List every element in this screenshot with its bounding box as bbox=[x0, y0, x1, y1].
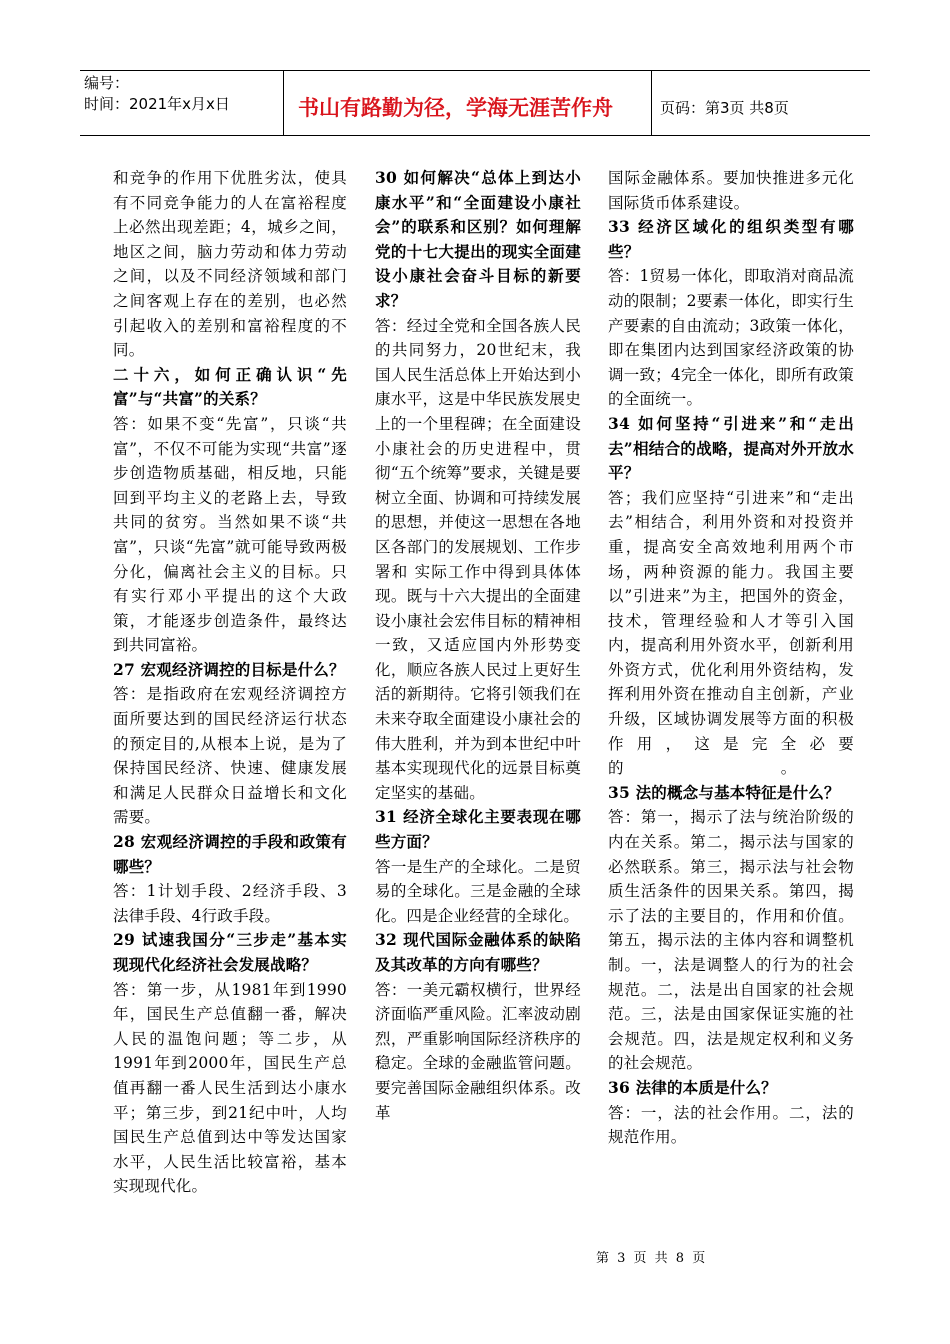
question-heading: 28 宏观经济调控的手段和政策有哪些？ bbox=[113, 832, 347, 876]
answer-paragraph: 答：第一，揭示了法与统治阶级的内在关系。第二，揭示法与国家的必然联系。第三，揭示法与社会物质生活条件的因果关系。第四，揭示了法的主要目的，作用和价值。第五，揭示法的主体内容和调整机制。一，法是调整人的行为的社会规范。二，法是出自国家的社会规范。三，法是由国家保证实施的社会规范。四，法是规定权利和义务的社会规范。 bbox=[608, 808, 854, 1073]
answer-paragraph: 答：1计划手段、2经济手段、3法律手段、4行政手段。 bbox=[113, 882, 347, 925]
answer-paragraph: 答：如果不变“先富”，只谈“共富”，不仅不可能为实现“共富”逐步创造物质基础，相反地，只能回到平均主义的老路上去，导致共同的贫穷。当然如果不谈“共富”，只谈“先富”就可能导致两极分化，偏离社会主义的目标。只有实行邓小平提出的这个大政策，才能逐步创造条件，最终达到共同富裕。 bbox=[113, 414, 347, 655]
code-label: 编号： bbox=[84, 74, 130, 92]
page-header bbox=[80, 70, 870, 136]
question-heading: 31 经济全球化主要表现在哪些方面？ bbox=[375, 807, 581, 852]
answer-paragraph: 答：第一步，从1981年到1990年，国民生产总值翻一番，解决人民的温饱问题；等二步，从1991年到2000年，国民生产总值再翻一番人民生活到达小康水平；第三步，到21纪中叶，人均国民生产总值到达中等发达国家水平，人民生活比较富裕，基本实现现代化。 bbox=[113, 980, 347, 1196]
header-page-info: 页码：第3页 共8页 bbox=[660, 98, 789, 117]
question-heading: 29 试速我国分“三步走”基本实现现代化经济社会发展战略？ bbox=[113, 930, 347, 974]
question-heading: 二十六，如何正确认识“先富”与“共富”的关系？ bbox=[113, 364, 347, 409]
text-column-3 bbox=[608, 166, 854, 1150]
answer-paragraph: 答；我们应坚持“引进来”和“走出去”相结合，利用外资和对投资并重，提高安全高效地利用两个市场，两种资源的能力。我国主要以”引进来”为主，把国外的资金，技术，管理经验和人才等引入国内，提高利用外资水平，创新利用外资方式，优化利用外资结构，发挥利用外资在推动自主创新，产业升级，区域协调发展等方面的积极作用，这是完全必要的 。 bbox=[608, 488, 854, 778]
text-column-2 bbox=[375, 166, 581, 1125]
answer-paragraph: 答：一美元霸权横行，世界经济面临严重风险。汇率波动剧烈，严重影响国际经济秩序的稳定。全球的金融监管问题。要完善国际金融组织体系。改革 bbox=[375, 980, 581, 1122]
time-label: 时间：2021年x月x日 bbox=[84, 95, 230, 113]
text-column-1 bbox=[113, 166, 347, 1199]
answer-paragraph: 答：1贸易一体化，即取消对商品流动的限制；2要素一体化，即实行生产要素的自由流动；3政策一体化，即在集团内达到国家经济政策的协调一致；4完全一体化，即所有政策的全面统一。 bbox=[608, 267, 854, 409]
question-heading: 36 法律的本质是什么？ bbox=[608, 1077, 777, 1097]
answer-paragraph: 答：是指政府在宏观经济调控方面所要达到的国民经济运行状态的预定目的,从根本上说，是为了保持国民经济、快速、健康发展和满足人民群众日益增长和文化需要。 bbox=[113, 685, 347, 827]
header-meta bbox=[80, 71, 284, 135]
question-heading: 30 如何解决“总体上到达小康水平”和“全面建设小康社会”的联系和区别？如何理解党的十七大提出的现实全面建设小康社会奋斗目标的新要求？ bbox=[375, 168, 581, 310]
question-heading: 33 经济区域化的组织类型有哪些？ bbox=[608, 217, 854, 261]
question-heading: 27 宏观经济调控的目标是什么？ bbox=[113, 659, 345, 679]
answer-paragraph: 答一是生产的全球化。二是贸易的全球化。三是金融的全球化。四是企业经营的全球化。 bbox=[375, 857, 581, 925]
question-heading: 32 现代国际金融体系的缺陷及其改革的方向有哪些？ bbox=[375, 930, 581, 974]
question-heading: 35 法的概念与基本特征是什么？ bbox=[608, 782, 840, 802]
answer-paragraph: 答：经过全党和全国各族人民的共同努力，20世纪末，我国人民生活总体上开始达到小康水平，这是中华民族发展史上的一个里程碑；在全面建设小康社会的历史进程中，贯彻“五个统筹”要求，关键是要树立全面、协调和可持续发展的思想，并使这一思想在各地区各部门的发展规划、工作步署和 实际工作中得到具体体现。既与十六大提出的全面建设小康社会宏伟目标的精神相一致，又适应国内外形势变化，顺应各族人民过上更好生活的新期待。它将引领我们在未来夺取全面建设小康社会的伟大胜利，并为到本世纪中叶基本实现现代化的远景目标奠定坚实的基础。 bbox=[375, 316, 581, 802]
answer-paragraph: 和竞争的作用下优胜劣汰，使具有不同竞争能力的人在富裕程度上必然出现差距；4，城乡之间，地区之间，脑力劳动和体力劳动之间，以及不同经济领域和部门之间客观上存在的差别，也必然引起收入的差别和富裕程度的不同。 bbox=[113, 169, 347, 360]
question-heading: 34 如何坚持“引进来”和“走出去”相结合的战略，提高对外开放水平？ bbox=[608, 413, 854, 483]
answer-paragraph: 国际金融体系。要加快推进多元化国际货币体系建设。 bbox=[608, 169, 854, 212]
page-footer: 第 3 页 共 8 页 bbox=[596, 1251, 708, 1266]
header-motto: 书山有路勤为径，学海无涯苦作舟 bbox=[284, 71, 652, 135]
answer-paragraph: 答：一，法的社会作用。二，法的规范作用。 bbox=[608, 1103, 854, 1147]
